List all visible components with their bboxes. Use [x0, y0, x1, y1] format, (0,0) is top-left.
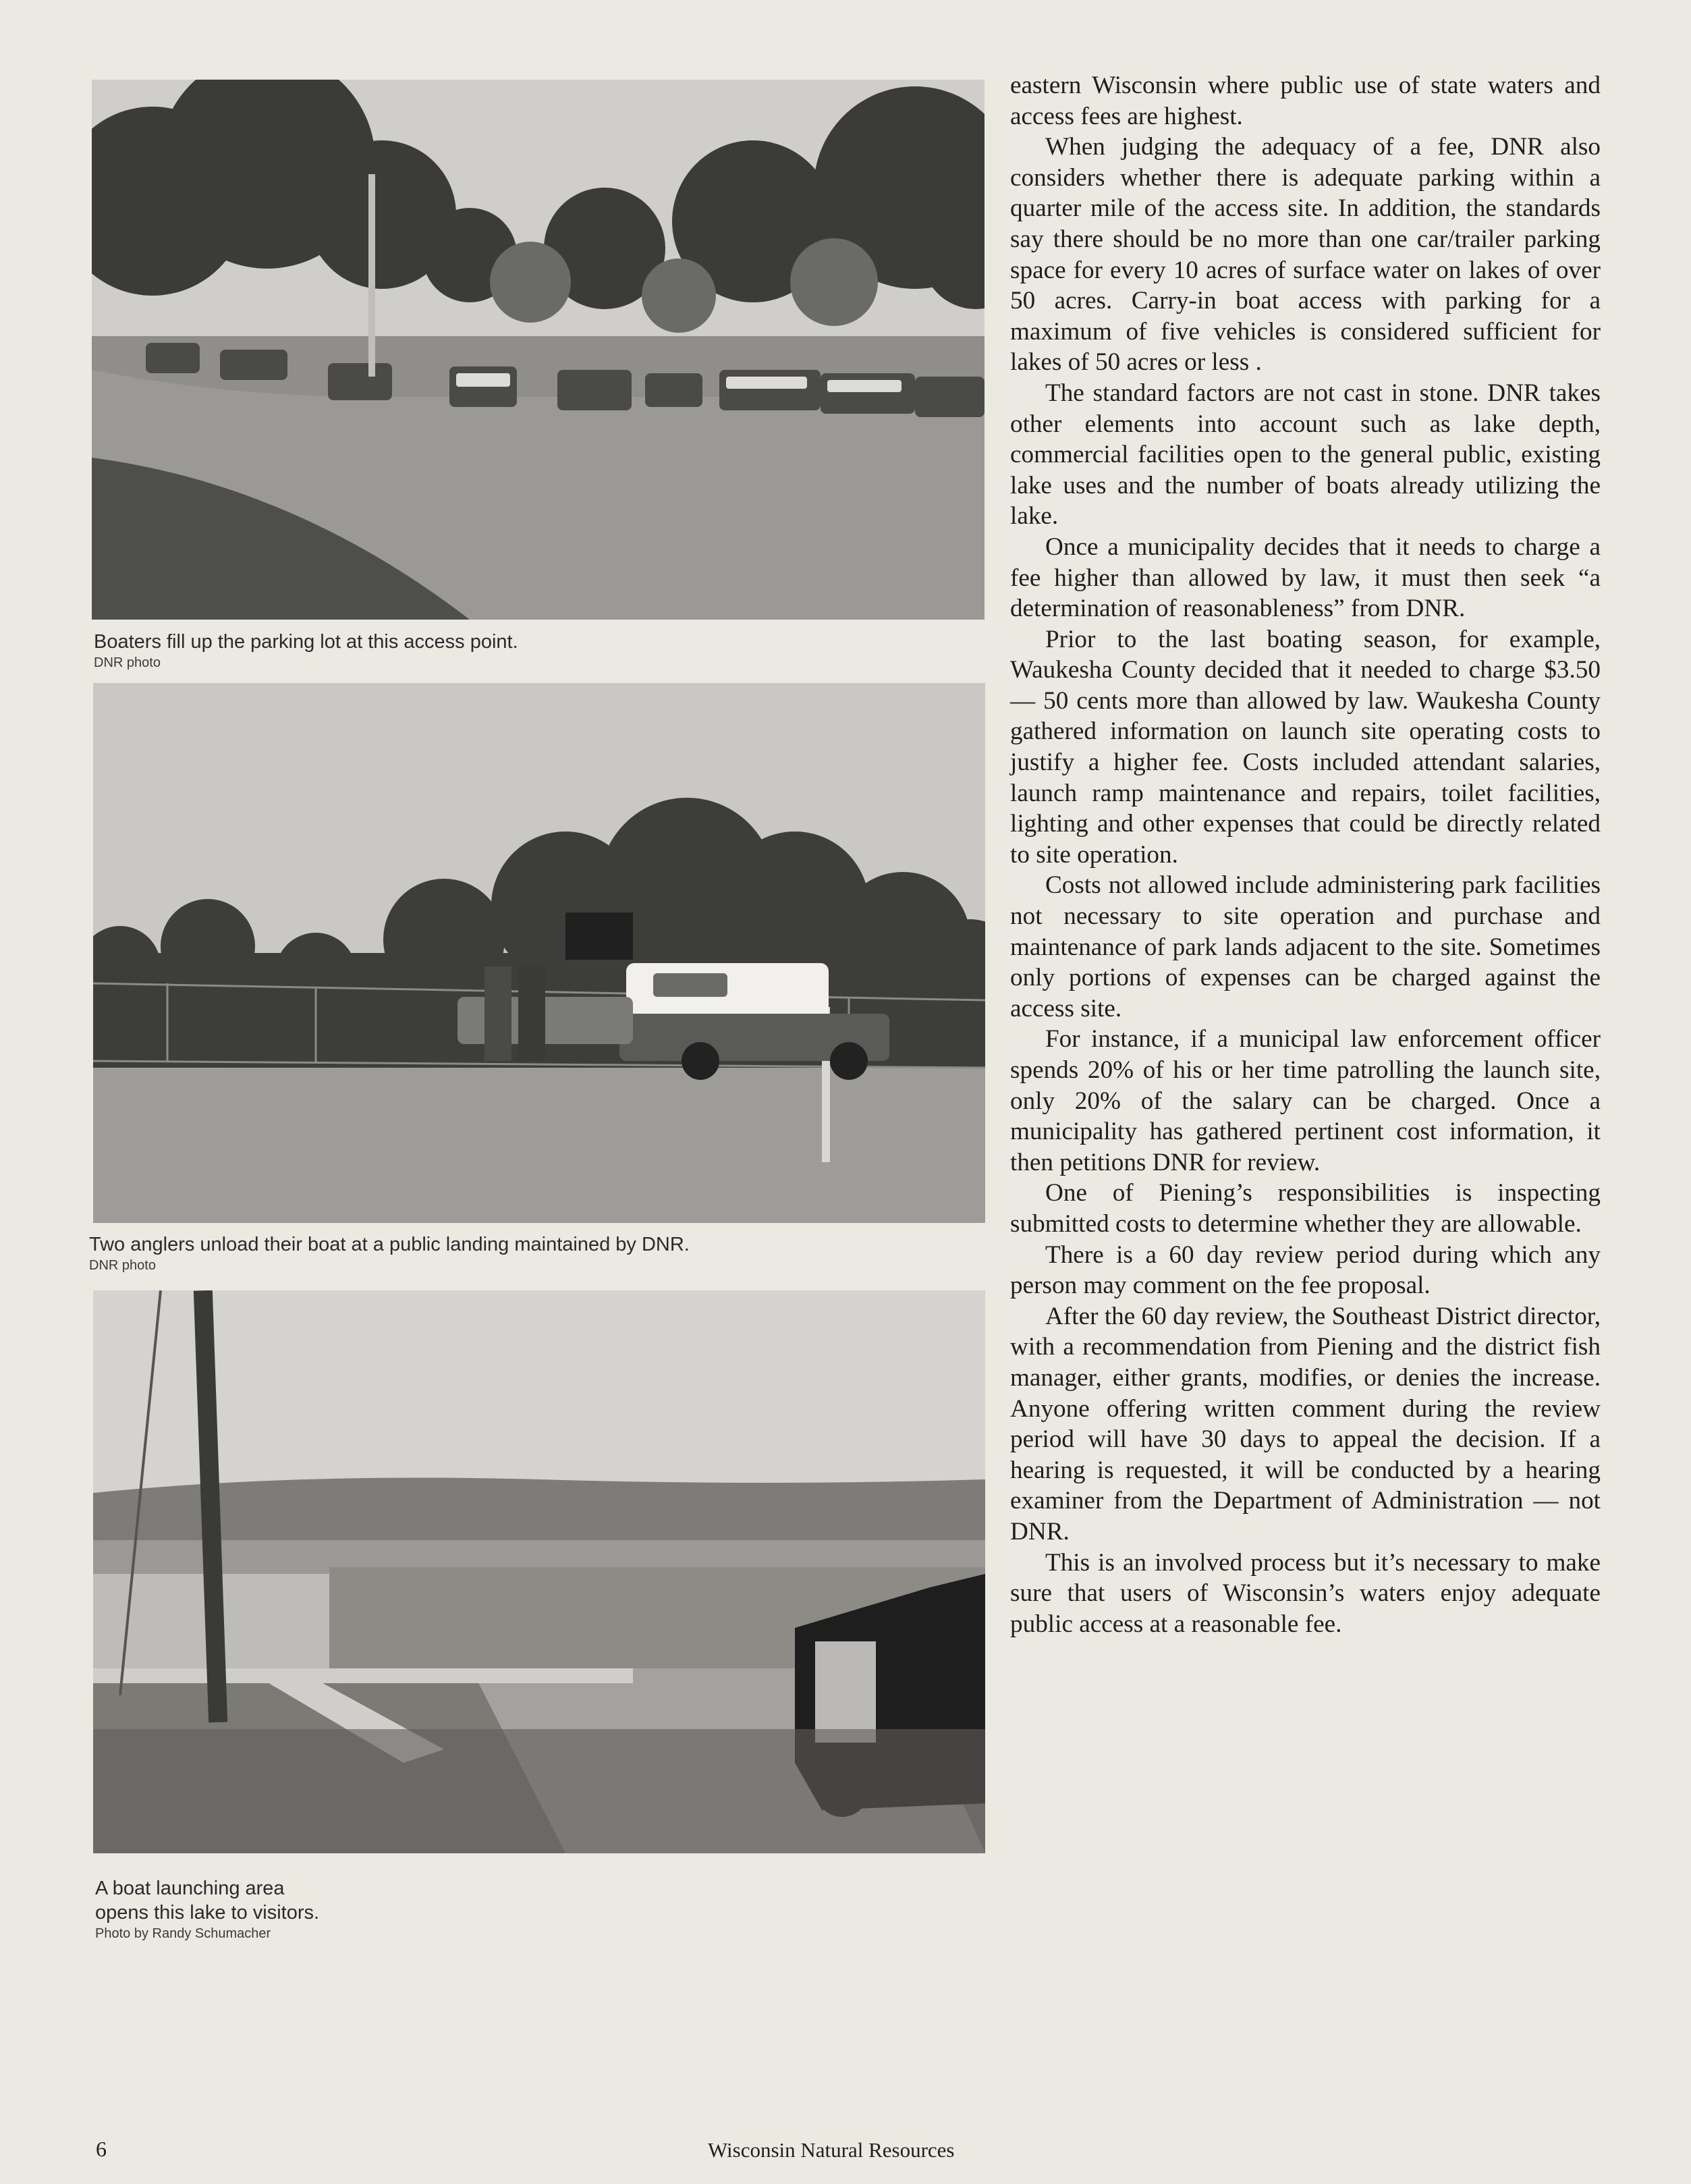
parking-lot-image — [92, 80, 985, 620]
photo-2-caption: Two anglers unload their boat at a public landing maintained by DNR. — [89, 1234, 690, 1255]
photo-3-credit: Photo by Randy Schumacher — [95, 1926, 271, 1941]
photo-parking-lot — [92, 80, 985, 620]
article-paragraph: One of Piening’s responsibilities is inspecting submitted costs to determine whether they are allowable. — [1010, 1179, 1601, 1238]
article-paragraph: There is a 60 day review period during which any person may comment on the fee proposal. — [1010, 1240, 1601, 1300]
article-paragraph: eastern Wisconsin where public use of state waters and access fees are highest. — [1010, 72, 1601, 130]
photo-1-caption-block — [94, 630, 518, 672]
photo-2-credit: DNR photo — [89, 1258, 156, 1273]
article-paragraph: Once a municipality decides that it needs to charge a fee higher than allowed by law, it must then seek “a determination of reasonableness” from DNR. — [1010, 533, 1601, 623]
article-paragraph: Costs not allowed include administering park facilities not necessary to site operation and purchase and maintenance of park lands adjacent to the site. Sometimes only portions of expenses can be charged against the access site. — [1010, 871, 1601, 1022]
launching-area-image — [93, 1290, 985, 1853]
public-landing-image — [93, 683, 985, 1223]
photo-launching-area — [93, 1290, 985, 1853]
photo-2-caption-block — [89, 1232, 690, 1274]
article-paragraph: Prior to the last boating season, for example, Waukesha County decided that it needed to charge $3.50 — 50 cents more than allowed by law. Waukesha County gathered information on launch site operating costs to justify a higher fee. Costs included attendant salaries, launch ramp maintenance and repairs, toilet facilities, lighting and other expenses that could be directly related to site operation. — [1010, 625, 1601, 869]
photo-public-landing — [93, 683, 985, 1223]
article-paragraph: The standard factors are not cast in stone. DNR takes other elements into account such as lake depth, commercial facilities open to the general public, existing lake uses and the number of boats already utilizing the lake. — [1010, 379, 1601, 530]
page-number: 6 — [96, 2137, 107, 2161]
photo-3-caption: A boat launching area opens this lake to visitors. — [95, 1878, 320, 1923]
article-paragraph: When judging the adequacy of a fee, DNR also considers whether there is adequate parking within a quarter mile of the access site. In addition, the standards say there should be no more than one car/trailer parking space for every 10 acres of surface water on lakes of over 50 acres. Carry-in boat access with parking for a maximum of five vehicles is considered sufficient for lakes of 50 acres or less . — [1010, 133, 1601, 377]
article-paragraph: After the 60 day review, the Southeast District director, with a recommendation from Piening and the district fish manager, either grants, modifies, or denies the increase. Anyone offering written comment during the review period will have 30 days to appeal the decision. If a hearing is requested, it will be conducted by a hearing examiner from the Department of Administration — not DNR. — [1010, 1302, 1601, 1546]
photo-1-credit: DNR photo — [94, 655, 161, 670]
article-paragraph: For instance, if a municipal law enforcement officer spends 20% of his or her time patrolling the launch site, only 20% of the salary can be charged. Once a municipality has gathered pertinent cost information, it then petitions DNR for review. — [1010, 1025, 1601, 1176]
article-paragraph: This is an involved process but it’s necessary to make sure that users of Wisconsin’s waters enjoy adequate public access at a reasonable fee. — [1010, 1548, 1601, 1638]
photo-3-caption-block — [95, 1876, 319, 1942]
publication-title: Wisconsin Natural Resources — [708, 2138, 955, 2162]
photo-1-caption: Boaters fill up the parking lot at this access point. — [94, 631, 518, 653]
article-text-column — [1010, 70, 1601, 1639]
